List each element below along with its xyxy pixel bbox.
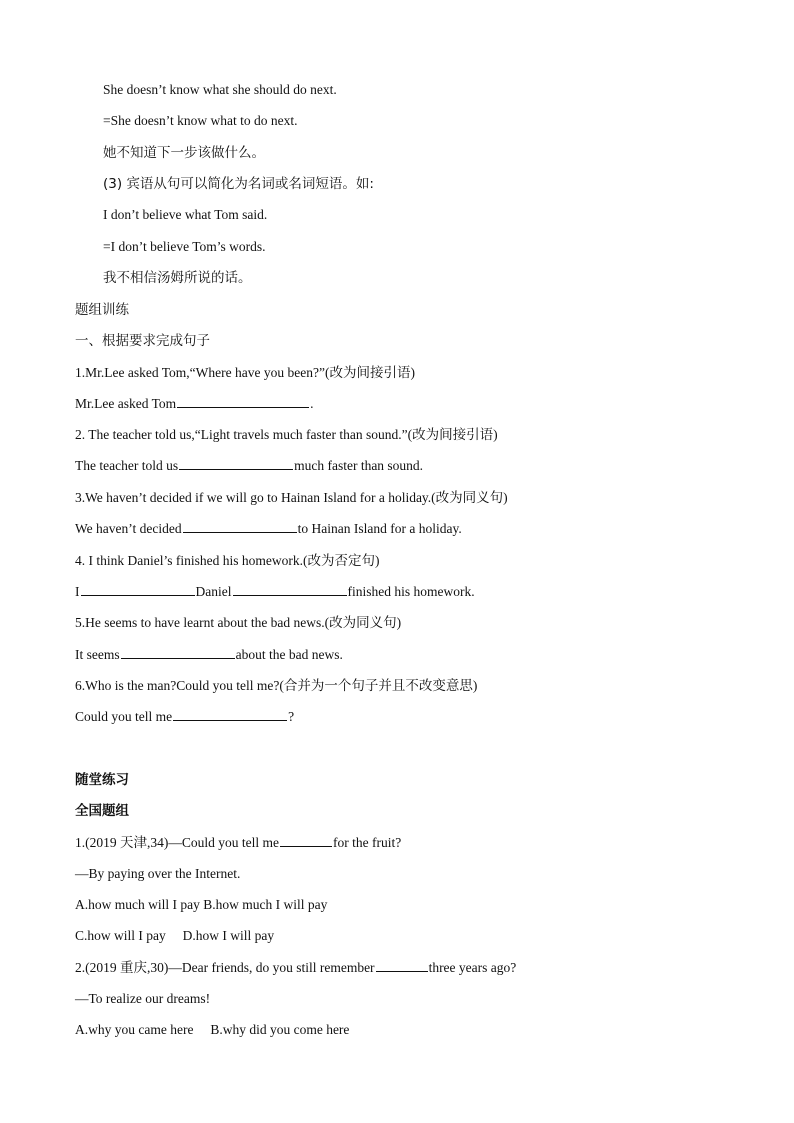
- answer-options: A.why you came here B.why did you come here: [75, 1022, 350, 1037]
- exercise-prompt: 4. I think Daniel’s finished his homework.(改为否定句): [75, 553, 380, 568]
- answer-blank[interactable]: [233, 582, 347, 596]
- answer-options: A.how much will I pay B.how much I will pay: [75, 897, 328, 912]
- exercise-prompt: 1.Mr.Lee asked Tom,“Where have you been?”(改为间接引语): [75, 365, 415, 380]
- exercise-answer-line: [75, 706, 294, 728]
- answer-blank[interactable]: [179, 456, 293, 470]
- question-text-after: three years ago?: [428, 960, 517, 975]
- answer-blank[interactable]: [376, 958, 428, 972]
- question-stem: [75, 832, 401, 854]
- exercise-answer-line: [75, 644, 343, 666]
- example-equivalent: =She doesn’t know what to do next.: [103, 113, 298, 128]
- answer-text-middle: Daniel: [195, 584, 232, 599]
- answer-blank[interactable]: [173, 707, 287, 721]
- example-translation: 我不相信汤姆所说的话。: [103, 270, 252, 286]
- answer-blank[interactable]: [183, 519, 297, 533]
- exercise-answer-line: [75, 393, 314, 415]
- question-text-after: for the fruit?: [332, 835, 402, 850]
- exercise-answer-line: [75, 581, 475, 603]
- exercise-prompt: 2. The teacher told us,“Light travels much faster than sound.”(改为间接引语): [75, 427, 498, 442]
- example-sentence: She doesn’t know what she should do next.: [103, 82, 337, 97]
- exercise-prompt: 5.He seems to have learnt about the bad news.(改为同义句): [75, 615, 402, 630]
- exercise-prompt: 3.We haven’t decided if we will go to Hainan Island for a holiday.(改为同义句): [75, 490, 508, 505]
- exercise-answer-line: [75, 518, 462, 540]
- question-text-before: 1.(2019 天津,34)—Could you tell me: [75, 835, 279, 850]
- answer-text-before: It seems: [75, 647, 120, 662]
- answer-text-after: about the bad news.: [235, 647, 343, 662]
- section-heading: 题组训练: [75, 302, 129, 318]
- example-equivalent: =I don’t believe Tom’s words.: [103, 239, 266, 254]
- question-text-before: 2.(2019 重庆,30)—Dear friends, do you still remember: [75, 960, 375, 975]
- question-reply: —To realize our dreams!: [75, 991, 211, 1006]
- practice-heading: 随堂练习: [75, 772, 129, 788]
- part-title: 一、根据要求完成句子: [75, 333, 210, 349]
- answer-options: C.how will I pay D.how I will pay: [75, 928, 275, 943]
- answer-text-before: I: [75, 584, 80, 599]
- answer-text-before: We haven’t decided: [75, 521, 182, 536]
- answer-blank[interactable]: [121, 645, 235, 659]
- answer-blank[interactable]: [280, 833, 332, 847]
- question-reply: —By paying over the Internet.: [75, 866, 241, 881]
- answer-text-after: finished his homework.: [347, 584, 475, 599]
- exercise-prompt: 6.Who is the man?Could you tell me?(合并为一个句子并且不改变意思): [75, 678, 478, 693]
- example-translation: 她不知道下一步该做什么。: [103, 145, 265, 161]
- answer-text-after: much faster than sound.: [294, 458, 424, 473]
- question-stem: [75, 957, 516, 979]
- answer-text-after: to Hainan Island for a holiday.: [297, 521, 462, 536]
- grammar-rule: (3) 宾语从句可以简化为名词或名词短语。如:: [103, 176, 374, 192]
- answer-blank[interactable]: [177, 394, 309, 408]
- answer-text-before: Could you tell me: [75, 709, 173, 724]
- answer-text-after: .: [310, 396, 314, 411]
- exercise-answer-line: [75, 455, 423, 477]
- example-sentence: I don’t believe what Tom said.: [103, 207, 268, 222]
- answer-text-before: Mr.Lee asked Tom: [75, 396, 177, 411]
- answer-blank[interactable]: [81, 582, 195, 596]
- answer-text-after: ?: [288, 709, 295, 724]
- practice-subheading: 全国题组: [75, 803, 129, 819]
- answer-text-before: The teacher told us: [75, 458, 179, 473]
